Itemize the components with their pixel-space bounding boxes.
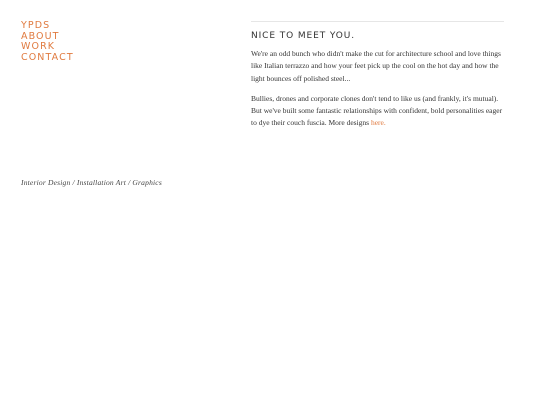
services-tagline: Interior Design / Installation Art / Graphics xyxy=(21,178,162,187)
more-designs-link[interactable]: here. xyxy=(370,118,386,128)
nav-link-ypds[interactable]: YPDS xyxy=(21,20,51,31)
intro-section xyxy=(251,21,504,138)
main-nav xyxy=(21,21,74,63)
nav-item-ypds xyxy=(21,21,74,32)
nav-link-work[interactable]: WORK xyxy=(21,41,56,52)
intro-heading: NICE TO MEET YOU. xyxy=(251,31,355,41)
intro-paragraph-2-text: Bullies, drones and corporate clones don't tend to like us (and frankly, it's mutual). But we've built some fantastic relationships with confident, bold personalities eager to dye their couch fuscia. More designs xyxy=(251,93,503,128)
nav-link-about[interactable]: ABOUT xyxy=(21,30,60,42)
nav-item-contact xyxy=(21,53,74,64)
nav-link-contact[interactable]: CONTACT xyxy=(21,51,74,63)
intro-paragraph-2 xyxy=(251,93,504,130)
top-divider xyxy=(251,21,504,22)
intro-paragraph-1: We're an odd bunch who didn't make the cut for architecture school and love things like Italian terrazzo and how your feet pick up the cool on the hot day and how the light bounces off polished steel... xyxy=(251,49,501,83)
nav-item-work xyxy=(21,42,74,53)
